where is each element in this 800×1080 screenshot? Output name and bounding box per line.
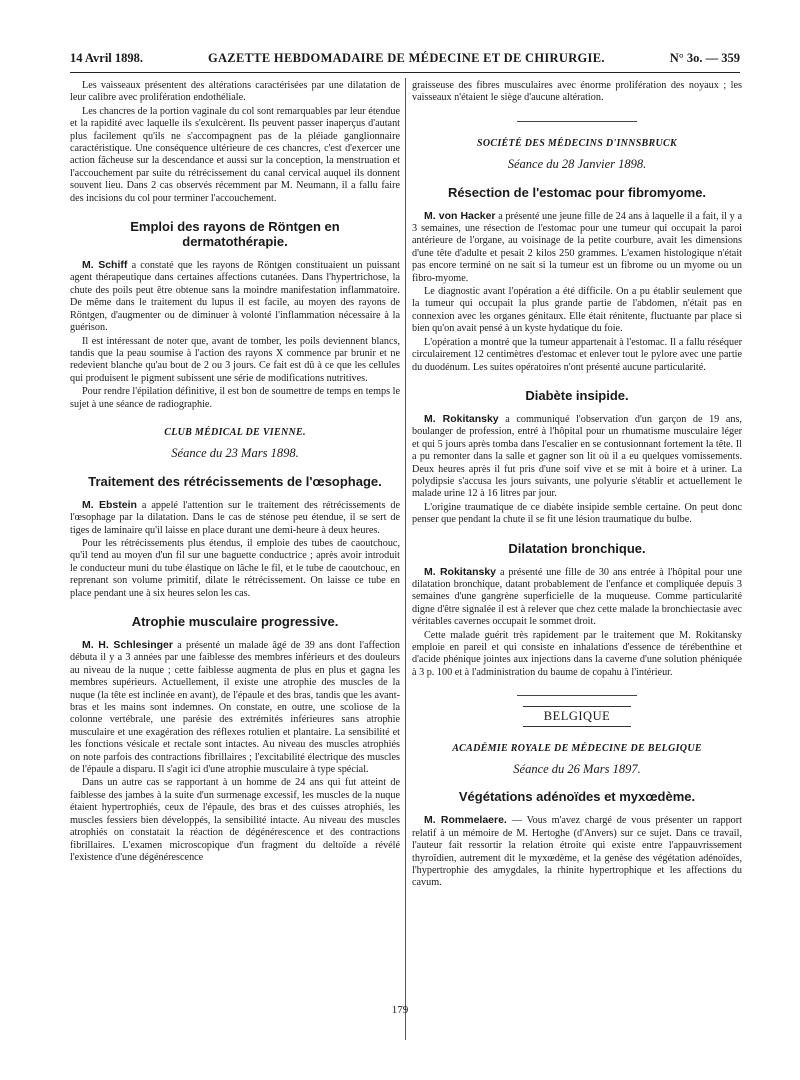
paragraph: L'origine traumatique de ce diabète insipide semble certaine. On peut donc penser que pendant la chute il se fit une lésion traumatique du bulbe. — [412, 501, 742, 526]
section-heading-atrophie: Atrophie musculaire progressive. — [131, 614, 339, 629]
paragraph: Les chancres de la portion vaginale du col sont remarquables par leur étendue et la rapidité avec laquelle ils s'exulcèrent. Ils peuvent passer inaperçus d'autant plus facilement qu'ils ne s'accompagnent pas de la pléiade ganglionnaire caractéristique. Une conséquence ultérieure de ces chancres, c'est d'exercer une action fâcheuse sur la descendance et aussi sur la conception, la menstruation et l'accouchement par suite du rétrécissement du canal cervical auquel ils donnent souvent lieu. Dans 2 cas observés récemment par M. Neumann, il a fallu faire des incisions du col pour terminer l'accouchement. — [70, 105, 400, 204]
header-date: 14 Avril 1898. — [70, 51, 144, 65]
country-heading: BELGIQUE — [523, 706, 631, 726]
running-header — [70, 40, 740, 66]
paragraph: Pour les rétrécissements plus étendus, il emploie des tubes de caoutchouc, qu'il tend au moyen d'un fil sur une baguette conductrice ; après avoir introduit le conducteur muni du tube élastique on lâche le fil, et le tube de caoutchouc, en reprenant son volume primitif, dilate le rétrécissement. On laisse ce tube en place pendant une à six heures selon les cas. — [70, 537, 400, 599]
paragraph: M. Ebstein a appelé l'attention sur le traitement des rétrécissements de l'œsophage par la dilatation. Dans le cas de sténose peu étendue, il se sert de tiges de laminaire qu'il laisse en place durant une demi-heure à deux heures. — [70, 498, 400, 536]
speaker-name: M. Rommelaere. — [424, 814, 507, 827]
paragraph: M. Rokitansky a communiqué l'observation d'un garçon de 19 ans, boulanger de profession, entré à l'hôpital pour un rhumatisme musculaire léger et qui 5 jours après tomba dans l'escalier en se contusionnant fortement la tête. Il a pu remonter dans la salle et gagner son lit où il a eu quelques vomissements. Deux heures après il fut pris d'une soif vive et se mit à boire et à uriner. La polydipsie s'accusa les jours suivants, une polyurie s'établir et actuellement le malade urine 12 à 16 litres par jour. — [412, 412, 742, 500]
header-rule — [70, 72, 740, 73]
section-heading-estomac: Résection de l'estomac pour fibromyome. — [447, 184, 707, 200]
separator-rule — [517, 695, 637, 696]
seance-date: Séance du 28 Janvier 1898. — [507, 157, 647, 172]
paragraph: Les vaisseaux présentent des altérations caractérisées par une dilatation de leur calibre avec prolifération endothéliale. — [70, 80, 400, 104]
paragraph: graisseuse des fibres musculaires avec énorme prolifération des noyaux ; les vaisseaux n'étaient le siège d'aucune altération. — [412, 80, 742, 104]
paragraph: M. Schiff a constaté que les rayons de Röntgen constituaient un puissant agent thérapeutique dans certaines affections cutanées. Dans l'hypertrichose, la chute des poils peut être obtenue sans la moindre manifestation inflammatoire. De même dans le traitement du lupus il est facile, au moyen des rayons de Röntgen, d'augmenter ou de diminuer à volonté l'inflammation nécessaire à la guérison. — [70, 259, 400, 334]
society-name: ACADÉMIE ROYALE DE MÉDECINE DE BELGIQUE — [452, 742, 702, 754]
seance-date: Séance du 23 Mars 1898. — [171, 446, 299, 461]
paragraph: Le diagnostic avant l'opération a été difficile. On a pu établir seulement que la tumeur qui occupait la plus grande partie de l'abdomen, n'était pas en connexion avec les organes génitaux. Elle était rénitente, fluctuante par place si bien qu'on avait pensé à un kyste hydatique du foie. — [412, 286, 742, 335]
paragraph: M. Rommelaere. — Vous m'avez chargé de vous présenter un rapport relatif à un mémoire de M. Hertoghe (d'Anvers) sur ce sujet. Dans ce travail, l'auteur fait ressortir la relation étroite qui existe entre l'appauvrissement thyroïdien, autrement dit le myxœdème, et la genèse des végétation adénoïdes, l'hypertrophie des amygdales, la rhinite hypertrophique et les affections du cavum. — [412, 814, 742, 889]
section-heading-diabete: Diabète insipide. — [525, 387, 629, 403]
left-column — [70, 80, 400, 865]
society-name: CLUB MÉDICAL DE VIENNE. — [164, 426, 306, 438]
section-heading-vegetations: Végétations adénoïdes et myxœdème. — [458, 789, 696, 805]
section-heading-bronchique: Dilatation bronchique. — [508, 540, 646, 556]
right-column — [412, 80, 742, 891]
paragraph: L'opération a montré que la tumeur appartenait à l'estomac. Il a fallu réséquer circulairement 12 centimètres d'estomac et enlever tout le pylore avec une partie du duodénum. Les suites opératoires n'ont présenté aucune particularité. — [412, 336, 742, 373]
paragraph: Pour rendre l'épilation définitive, il est bon de soumettre de temps en temps le sujet à une séance de radiographie. — [70, 386, 400, 410]
header-journal-title: GAZETTE HEBDOMADAIRE DE MÉDECINE ET DE CHIRURGIE. — [207, 51, 605, 65]
header-issue-page: N° 3o. — 359 — [669, 51, 740, 65]
speaker-name: M. von Hacker — [424, 209, 496, 222]
paragraph: Dans un autre cas se rapportant à un homme de 24 ans qui fut atteint de faiblesse des jambes à la suite d'un surmenage excessif, les muscles de la nuque étaient hypertrophiés, ceux de l'épaule, des bras et des cuisses atrophiés, les muscles fessiers bien développés, la sensibilité intacte. Au niveau des muscles atrophiés on constatait la réaction de dégénérescence et des contractions fibrillaires. L'examen microscopique d'un fragment du deltoïde a révélé l'existence d'une dégénérescence — [70, 777, 400, 863]
section-heading-rontgen: Emploi des rayons de Röntgen en dermatothérapie. — [130, 219, 340, 250]
paragraph: Cette malade guérit très rapidement par le traitement que M. Rokitansky emploie en pareil et qui consiste en inhalations d'essence de térébenthine et d'acide phénique jointes aux injections dans la caverne d'une solution phéniquée à 3 p. 100 et à l'administration du baume de copahu à l'intérieur. — [412, 629, 742, 678]
speaker-name: M. Schiff — [82, 259, 128, 272]
speaker-name: M. H. Schlesinger — [82, 639, 173, 651]
paragraph: M. H. Schlesinger a présenté un malade âgé de 39 ans dont l'affection débuta il y a 3 années par une faiblesse des membres inférieurs et des douleurs au niveau de la nuque ; cette faiblesse augmenta de plus en plus et gagna les membres supérieurs. Actuellement, il existe une atrophie des muscles de la nuque (la tête est inclinée en avant), de l'épaule et des bras, tandis que les avant-bras et les mains sont indemnes. On constate, en outre, une scoliose de la colonne vertébrale, une parésie des extrémités inférieures sans atrophie musculaire et une exagération des réflexes rotulien et plantaire. La sensibilité et les fonctions vésicale et rectale sont intactes. Au niveau des muscles atrophiés on note parfois des contractions fibrillaires ; l'excitabilité électrique des muscles de l'épaule a disparu. Il s'agit ici d'une atrophie musculaire à type spécial. — [70, 639, 400, 776]
seance-date: Séance du 26 Mars 1897. — [513, 762, 641, 777]
paragraph: Il est intéressant de noter que, avant de tomber, les poils deviennent blancs, tandis que la peau soumise à l'action des rayons X commence par brunir et ne redevient blanche qu'au bout de 2 ou 3 jours. Ce fait est dû à ce que les cellules qui produisent le pigment subissent une série de modifications nutritives. — [70, 335, 400, 384]
page-folio: 179 — [391, 1004, 409, 1016]
paragraph: M. Rokitansky a présenté une fille de 30 ans entrée à l'hôpital pour une dilatation bronchique, datant probablement de l'enfance et compliquée depuis 3 semaines d'une gangrène superficielle de la muqueuse. Comme particularité digne d'être signalée il est à relever que chez cette malade la bronchiectasie avec véritables cavernes occupait le sommet droit. — [412, 565, 742, 628]
column-divider — [405, 78, 406, 1040]
paragraph: M. von Hacker a présenté une jeune fille de 24 ans à laquelle il a fait, il y a 3 semaines, une résection de l'estomac pour une tumeur qui occupait la paroi antérieure de l'organe, au voisinage de la petite courbure, avait les dimensions d'une tête d'adulte et pesait 2 kilos 250 grammes. L'examen histologique n'était pas encore terminé on ne sait si la tumeur est un fibrome ou un myome ou un fibro-myome. — [412, 209, 742, 284]
separator-rule — [517, 121, 637, 122]
speaker-name: M. Rokitansky — [424, 565, 496, 578]
speaker-name: M. Ebstein — [82, 498, 137, 511]
speaker-name: M. Rokitansky — [424, 412, 499, 425]
society-name: SOCIÉTÉ DES MÉDECINS D'INNSBRUCK — [477, 137, 677, 149]
section-heading-oesophage: Traitement des rétrécissements de l'œsophage. — [88, 473, 382, 489]
